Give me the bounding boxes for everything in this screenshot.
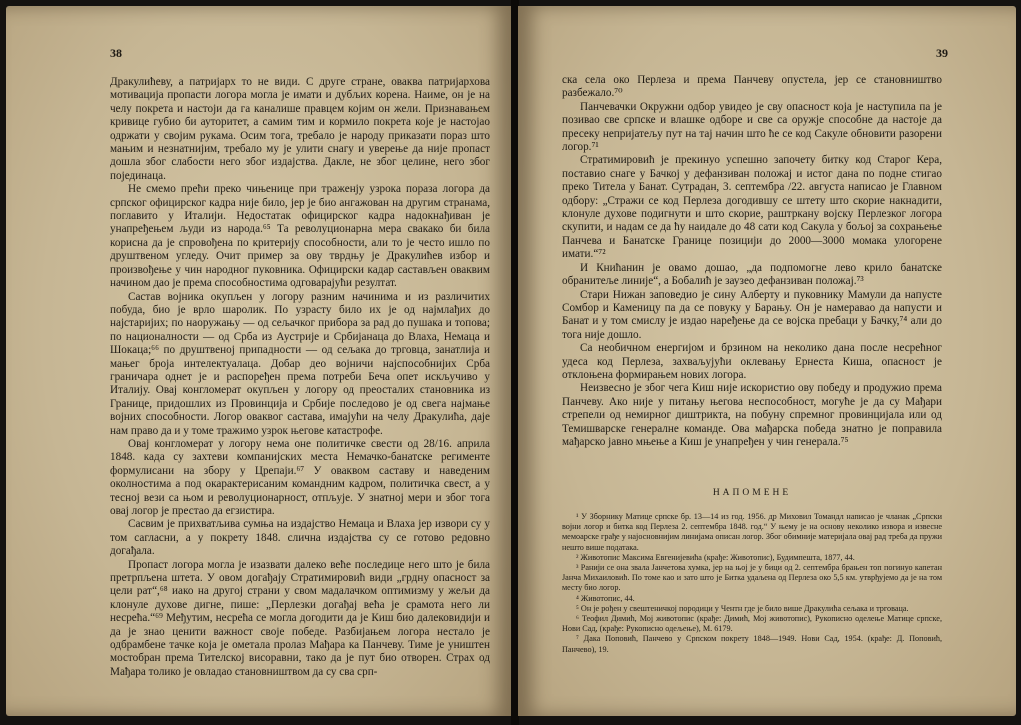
paragraph: Стратимировић је прекинуо успешно започету битку код Старог Кера, поставио снаге у Бачкој у дефанзиван положај и истог дана по подне стигао преко Титела у Банат. Сутрадан, 3. септембра /22. августа написао је Главном одбору: „Стражи се код Перлеза догодившу се штету што скорие накнадити, клонуле духове подигнути и што скорие, раштркану војску Перлезког логора скупити, и надам се да ћу наидале до 48 сати код Сакула у бољој за сохрањење Панчева и Банатске Границе позицији до 2000—3000 момака улогорене имати.“⁷² [562, 154, 942, 261]
right-page [518, 6, 1016, 716]
footnote: ⁴ Животопис, 44. [576, 593, 635, 603]
paragraph: Панчевачки Окружни одбор увидео је сву опасност која је наступила па је позивао све српске и влашке одборе и све са оружје способне да настоје да пресеку непријатељу пут на тај начин што ће се код Сакуле обновити разорени логор.⁷¹ [562, 100, 942, 154]
page-number: 39 [936, 46, 948, 60]
paragraph: Са необичном енергијом и брзином на неколико дана после несрећног удеса код Перлеза, захваљујући оклевању Ернеста Киша, опасност је отклоњена формирањем нових логора. [562, 342, 942, 381]
paragraph: Пропаст логора могла је изазвати далеко веће последице него што је била претрпљена штета. У овом догађају Стратимировић види „грдну опасност за цели рат“,⁶⁸ иако на другој страни у свом мадалачком оптимизму у жељи да клонуле духове дигне, пише: „Перлезки догађај већа је срамота него ли несрећа.“⁶⁹ Међутим, несрећа се могла догодити да је Киш био далековидији и да је знао ценити важност своје победе. Разбијањем логора нестало је одбрамбене тачке која је ометала пролаз Мађара ка Панчеву. Тиме је уништен мостобран према Тителској висоравни, тако да је пут био отворен. Страх од Мађара толико је овладао становништвом да су сва срп- [110, 558, 490, 678]
paragraph: Стари Нижан заповедио је сину Алберту и пуковнику Мамули да напусте Сомбор и Каменицу па да се повуку у Барању. Он је намеравао да напусти и Банат и у том смислу је издао наређење да се војска пребаци у Бачку,⁷⁴ али до тога није дошло. [562, 288, 942, 341]
footnote: ⁵ Он је рођен у свештеничкој породици у Чентн где је било више Дракулића сељака и трговаца. [576, 603, 909, 613]
paragraph: Овај конгломерат у логору нема оне политичке свести од 28/16. априла 1848. када су захтеви компанијских места Немачко-банатске регименте формулисани на збору у Црепаји.⁶⁷ У оваквом саставу и наведеним околностима а под окарактерисаним командним кадром, политичка свест, а у тесној вези са њом и револуционарност, отпљује. У знатној мери и због тога овај логор је престао да егзистира. [110, 437, 490, 517]
footnote: ³ Ранији се она звала Јанчетова хумка, јер на њој је у бици од 2. септембра брањен топ погинуо капетан Јанча Михаиловић. По томе као и зато што је Битка удаљена од Перлеза око 5,5 км. утврђујемо да је на том месту био логор. [562, 563, 942, 593]
body-text [562, 74, 942, 449]
paragraph: И Книћанин је овамо дошао, „да подпомогне лево крило банатске обранитеље линије“, а Бобалић је заузео дефанзиван положај.⁷³ [562, 261, 942, 288]
paragraph: Не смемо прећи преко чињенице при траженју узрока пораза логора да српског официрског кадра није било, јер је био ангажован на другим странама, поглавито у Италији. Недостатак официрског кадра надокнађиван је унапређењем људи из народа.⁶⁵ Та револуционарна мера свакако би била корисна да је спровођена по критерију способности, али то је често ишло по друштвеном угледу. Очит пример за ову тврдњу је Дракулићев избор и произвођење у чин народног пуковника. Официрски кадар састављен оваквим начином дао је према способностима одговарајући резултат. [110, 183, 490, 290]
paragraph: Састав војника окупљен у логору разним начинима и из различитих побуда, био је врло шаролик. По узрасту било их је од најмлађих до најстаријих; по наоружању — од сељачког прибора за рад до пушака и топова; по националности — од Срба из Аустрије и Србијанаца до Влаха, Немаца и Шокаца;⁶⁶ по друштвеној припадности — од сељака до трговца, занатлија и мањег броја интелектуалаца. Добар део војничи најспособнијих Срба граничара однет је и распоређен према потреби Беча опет искључиво у Италију. Овај конгломерат окупљен у логору од преосталих становника из Границе, придошлих из Провинција и Србије последово је од свега најмање војних способности. Логор оваквог састава, имајући на челу Дракулића, даје нам право да и у томе тражимо узрок његове катастрофе. [110, 290, 490, 437]
paragraph: Дракулићеву, а патријарх то не види. С друге стране, оваква патријархова мотивација пропасти логора могла је имати и дубљих корена. Наиме, он је на челу покрета и настоји да га каналише правцем којим он жели. Признавањем кривице губио би ауторитет, а самим тим и кормило покрета које је настојао одржати у својим рукама. Осим тога, требало је народу приказати пораз што мањим и незнатнијим, требало му је улити снагу и уверење да није пропаст дошла због слабости него због издајства. Дакле, не због целине, него због појединаца. [110, 76, 490, 182]
footnote: ⁶ Теофил Димић, Мој животопис (крађе: Димић, Мој животопис), Рукописно оделење Матице српске, Нови Сад, (крађе: Рукописно одељење), М. 6179. [562, 614, 942, 634]
paragraph: ска села око Перлеза и према Панчеву опустела, јер се становништво разбежало.⁷⁰ [562, 74, 942, 100]
footnote: ² Животопис Максима Евгенијевића (крађе: Животопис), Будимпешта, 1877, 44. [576, 552, 855, 562]
body-text [110, 76, 490, 679]
footnote: ⁷ Дака Поповић, Панчево у Српском покрету 1848—1949. Нови Сад, 1954. (крађе: Д. Поповић, Панчево), 19. [562, 634, 942, 654]
paragraph: Сасвим је прихватљива сумња на издајство Немаца и Влаха јер извори су у том сагласни, а у покрету 1848. слична издајства су се готово редовно догађала. [110, 518, 490, 558]
footnote: ¹ У Зборнику Матице српске бр. 13—14 из год. 1956. др Миховил Томандл написао је чланак „Српски војни логор и битка код Перлеза 2. септембра 1848. год.“ У њему је на основу неколико извора и извесне мемоарске грађе у најосновнијим линијама описан логор. Због обимније материјала овај рад треба да пружи нешто више података. [562, 512, 942, 552]
paragraph: Неизвесно је због чега Киш није искористио ову победу и продужио према Панчеву. Ако није у питању његова неспособност, могуће је да су Мађари стрепели од немирног диштрикта, на побуну спремног провинцијала или од Темишварске генералне команде. Ова мађарска победа знатно је поправила мађарско јавно мњење а Киш је унапређен у чин генерала.⁷⁵ [562, 382, 942, 448]
footnotes [562, 512, 942, 655]
page-number: 38 [110, 46, 122, 60]
left-page [6, 6, 512, 716]
notes-heading: НАПОМЕНЕ [712, 488, 792, 498]
